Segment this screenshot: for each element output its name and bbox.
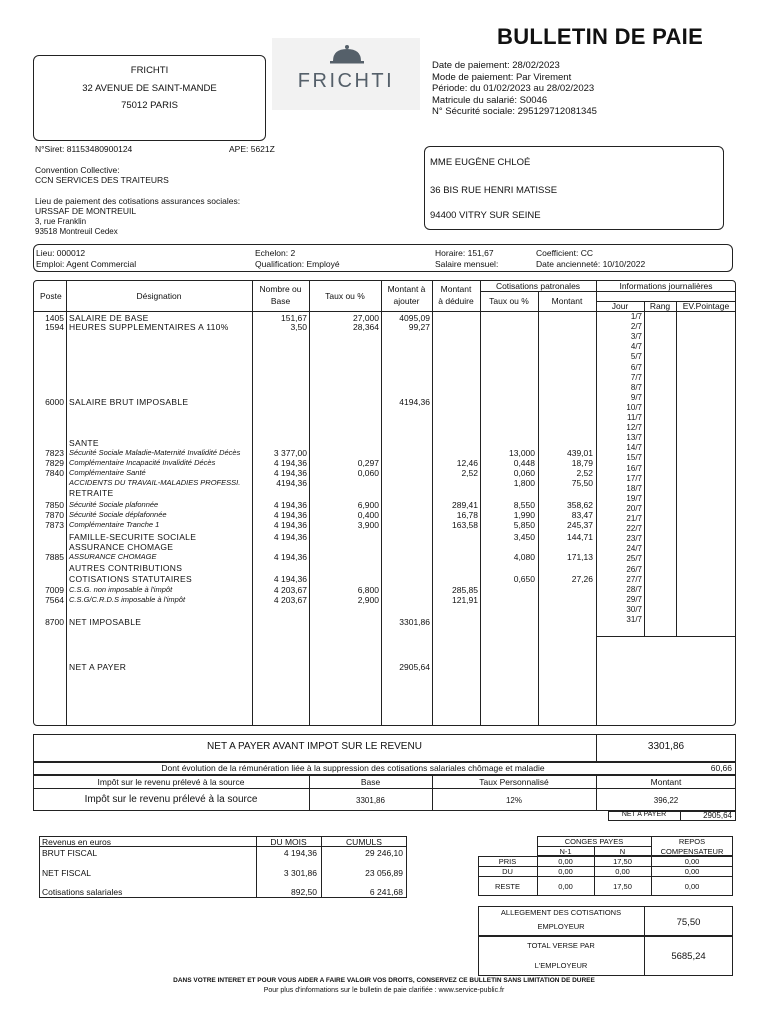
row-poste: 7564 <box>45 595 64 605</box>
header-cotisations-patronales: Cotisations patronales <box>495 281 581 291</box>
row-patronal-taux: 1,990 <box>513 510 535 520</box>
row-montant-deduire <box>432 322 478 332</box>
urssaf-name: URSSAF DE MONTREUIL <box>35 206 137 216</box>
row-montant-ajouter <box>381 510 430 520</box>
jour-cell: 19/7 <box>626 493 642 503</box>
row-montant-ajouter: 99,27 <box>408 322 430 332</box>
row-nombre-base: 4 194,36 <box>273 500 307 510</box>
net-fiscal-cumul: 23 056,89 <box>365 868 403 878</box>
header-cot-montant: Montant <box>551 296 583 306</box>
conges-reste-n: 17,50 <box>613 882 632 891</box>
row-patronal-montant <box>538 617 593 627</box>
row-patronal-montant <box>538 585 593 595</box>
net-fiscal-mois: 3 301,86 <box>283 868 317 878</box>
frichti-logo <box>272 38 420 110</box>
net-avant-impot-value: 3301,86 <box>647 741 685 752</box>
row-nombre-base <box>252 563 307 573</box>
row-taux: 6,900 <box>357 500 379 510</box>
conges-pris-n: 17,50 <box>613 857 632 866</box>
jour-cell: 13/7 <box>626 433 642 443</box>
row-taux <box>309 397 379 407</box>
jour-cell: 1/7 <box>630 312 642 321</box>
conges-pris-rc: 0,00 <box>684 857 700 866</box>
row-nombre-base: 4 194,36 <box>273 574 307 584</box>
jour-cell: 29/7 <box>626 594 642 604</box>
jour-cell: 5/7 <box>630 352 642 362</box>
row-patronal-montant: 27,26 <box>571 574 593 584</box>
row-montant-deduire <box>432 563 478 573</box>
header-cot-taux: Taux ou % <box>489 296 529 306</box>
jour-cell: 17/7 <box>626 473 642 483</box>
row-poste: 1594 <box>45 322 64 332</box>
cotisations-salariales-mois: 892,50 <box>291 887 317 897</box>
row-designation: ASSURANCE CHOMAGE <box>69 552 157 561</box>
row-montant-ajouter: 4095,09 <box>399 313 430 323</box>
row-poste: 7829 <box>45 458 64 468</box>
conges-du-rc: 0,00 <box>684 867 700 876</box>
row-taux <box>309 478 379 488</box>
row-montant-deduire <box>432 448 478 458</box>
employee-matricule: Matricule du salarié: S0046 <box>432 94 548 106</box>
impot-montant: 396,22 <box>653 796 679 805</box>
row-nombre-base: 4 194,36 <box>273 510 307 520</box>
row-montant-deduire <box>432 438 478 448</box>
row-taux: 0,400 <box>357 510 379 520</box>
row-montant-ajouter <box>381 448 430 458</box>
row-patronal-taux <box>480 595 535 605</box>
row-patronal-montant: 245,37 <box>567 520 593 530</box>
row-patronal-taux: 8,550 <box>513 500 535 510</box>
jour-cell: 7/7 <box>630 372 642 382</box>
row-taux: 27,000 <box>353 313 379 323</box>
row-patronal-montant <box>538 488 593 498</box>
row-designation: Sécurité Sociale Maladie-Maternité Invalidité Décès <box>69 448 241 457</box>
total-verse-value: 5685,24 <box>671 951 706 962</box>
urssaf-city: 93518 Montreuil Cedex <box>35 227 118 236</box>
row-patronal-montant: 75,50 <box>571 478 593 488</box>
row-montant-deduire <box>432 552 478 562</box>
urssaf-street: 3, rue Franklin <box>35 217 87 226</box>
revenus-header: Revenus en euros <box>42 837 111 847</box>
jour-cell: 28/7 <box>626 584 642 594</box>
row-patronal-taux <box>480 617 535 627</box>
header-rang: Rang <box>649 301 671 311</box>
row-taux <box>309 488 379 498</box>
row-nombre-base: 3,50 <box>290 322 307 332</box>
jour-cell: 22/7 <box>626 524 642 534</box>
row-poste: 7850 <box>45 500 64 510</box>
convention-label: Convention Collective: <box>35 165 120 175</box>
row-montant-deduire: 12,46 <box>456 458 478 468</box>
brut-fiscal-cumul: 29 246,10 <box>365 848 403 858</box>
header-montant-deduire: Montant <box>440 284 472 294</box>
conges-title: CONGES PAYES <box>564 837 624 846</box>
row-patronal-taux: 0,650 <box>513 574 535 584</box>
row-taux: 28,364 <box>353 322 379 332</box>
row-nombre-base <box>252 542 307 552</box>
row-patronal-montant <box>538 563 593 573</box>
row-montant-deduire: 163,58 <box>452 520 478 530</box>
lieu: Lieu: 000012 <box>36 248 86 258</box>
row-nombre-base: 4194,36 <box>276 478 307 488</box>
row-nombre-base: 4 194,36 <box>273 532 307 542</box>
revenus-header-mois: DU MOIS <box>270 837 307 847</box>
row-poste <box>34 574 64 584</box>
row-designation: SALAIRE DE BASE <box>69 313 149 323</box>
row-poste: 6000 <box>45 397 64 407</box>
row-designation: FAMILLE-SECURITE SOCIALE <box>69 532 197 542</box>
row-montant-deduire <box>432 478 478 488</box>
row-poste <box>34 478 64 488</box>
row-patronal-taux: 13,000 <box>509 448 535 458</box>
row-patronal-montant <box>538 322 593 332</box>
header-ajouter: ajouter <box>393 296 420 306</box>
row-patronal-taux <box>480 438 535 448</box>
conges-pris-n1: 0,00 <box>558 857 573 866</box>
row-nombre-base <box>252 397 307 407</box>
urssaf-label: Lieu de paiement des cotisations assurances sociales: <box>35 196 241 206</box>
row-montant-ajouter <box>381 563 430 573</box>
row-patronal-taux <box>480 322 535 332</box>
conges-n1: N-1 <box>559 847 572 856</box>
employer-box <box>33 55 266 141</box>
conges-reste-n1: 0,00 <box>558 882 573 891</box>
employee-address1: 36 BIS RUE HENRI MATISSE <box>430 185 558 196</box>
row-patronal-taux: 5,850 <box>513 520 535 530</box>
row-designation: ASSURANCE CHOMAGE <box>69 542 174 552</box>
row-patronal-taux <box>480 542 535 552</box>
row-patronal-montant: 18,79 <box>571 458 593 468</box>
row-patronal-taux: 3,450 <box>513 532 535 542</box>
cloche-icon <box>327 43 367 65</box>
row-patronal-montant: 171,13 <box>567 552 593 562</box>
row-montant-deduire <box>432 574 478 584</box>
jour-cell: 31/7 <box>626 615 642 624</box>
brut-fiscal-label: BRUT FISCAL <box>42 848 98 858</box>
net-a-payer-label: NET A PAYER <box>621 811 667 818</box>
total-verse-label1: TOTAL VERSE PAR <box>527 941 595 950</box>
row-poste: 7840 <box>45 468 64 478</box>
row-designation: SANTE <box>69 438 99 448</box>
evolution-label: Dont évolution de la rémunération liée à la suppression des cotisations salariales chômage et maladie <box>161 763 545 773</box>
row-designation: Complémentaire Incapacité Invalidité Décès <box>69 458 216 467</box>
row-montant-ajouter <box>381 500 430 510</box>
row-nombre-base <box>252 662 307 672</box>
jour-cell: 2/7 <box>630 322 642 332</box>
evolution-value: 60,66 <box>710 763 732 773</box>
row-taux <box>309 542 379 552</box>
row-designation: HEURES SUPPLEMENTAIRES A 110% <box>69 322 229 332</box>
conges-pris-label: PRIS <box>498 857 517 866</box>
employer-name: FRICHTI <box>130 65 169 76</box>
jour-cell: 26/7 <box>626 564 642 574</box>
conges-du-label: DU <box>502 867 513 876</box>
row-nombre-base <box>252 488 307 498</box>
row-nombre-base: 4 194,36 <box>273 552 307 562</box>
row-montant-deduire: 289,41 <box>452 500 478 510</box>
header-taux: Taux ou % <box>325 291 365 301</box>
employer-address2: 75012 PARIS <box>121 100 178 111</box>
qualification: Qualification: Employé <box>255 259 340 269</box>
jour-cell: 14/7 <box>626 443 642 453</box>
row-poste <box>34 532 64 542</box>
jour-cell: 10/7 <box>626 402 642 412</box>
header-poste: Poste <box>40 291 62 301</box>
payment-date: Date de paiement: 28/02/2023 <box>432 60 560 71</box>
footer-info: Pour plus d'informations sur le bulletin de paie clarifiée : www.service-public.fr <box>263 987 505 994</box>
row-poste: 7009 <box>45 585 64 595</box>
row-designation: Sécurité Sociale plafonnée <box>69 500 159 509</box>
row-nombre-base: 151,67 <box>281 313 307 323</box>
row-designation: SALAIRE BRUT IMPOSABLE <box>69 397 189 407</box>
row-poste: 1405 <box>45 313 64 323</box>
row-nombre-base <box>252 617 307 627</box>
total-verse-label2: L'EMPLOYEUR <box>534 961 588 970</box>
jour-cell: 30/7 <box>626 604 642 614</box>
logo-text: FRICHTI <box>297 70 395 92</box>
row-montant-ajouter <box>381 520 430 530</box>
row-designation: Complémentaire Santé <box>69 468 146 477</box>
row-designation: NET A PAYER <box>69 662 127 672</box>
row-designation: COTISATIONS STATUTAIRES <box>69 574 192 584</box>
row-designation: Complémentaire Tranche 1 <box>69 520 160 529</box>
allegement-label2: EMPLOYEUR <box>537 922 585 931</box>
revenus-header-cumuls: CUMULS <box>346 837 382 847</box>
row-montant-deduire <box>432 397 478 407</box>
row-patronal-taux: 1,800 <box>513 478 535 488</box>
row-patronal-montant <box>538 542 593 552</box>
row-taux <box>309 448 379 458</box>
brut-fiscal-mois: 4 194,36 <box>283 848 317 858</box>
footer-notice: DANS VOTRE INTERET ET POUR VOUS AIDER A FAIRE VALOIR VOS DROITS, CONSERVEZ CE BULLETIN SANS LIMITATION DE DUREE <box>173 977 595 984</box>
row-montant-deduire: 2,52 <box>461 468 478 478</box>
row-montant-deduire <box>432 662 478 672</box>
jour-cell: 11/7 <box>627 413 642 422</box>
row-patronal-montant: 439,01 <box>567 448 593 458</box>
employment-info <box>33 244 733 272</box>
row-poste <box>34 542 64 552</box>
jour-cell: 12/7 <box>626 423 642 433</box>
conges-du-n: 0,00 <box>615 867 630 876</box>
row-patronal-montant <box>538 438 593 448</box>
row-designation: C.S.G/C.R.D.S imposable à l'impôt <box>69 595 186 604</box>
row-taux <box>309 532 379 542</box>
row-patronal-taux: 0,448 <box>513 458 535 468</box>
row-patronal-montant <box>538 397 593 407</box>
row-taux: 0,297 <box>357 458 379 468</box>
row-poste <box>34 563 64 573</box>
ape-code: APE: 5621Z <box>229 144 275 154</box>
row-montant-deduire <box>432 488 478 498</box>
row-montant-ajouter <box>381 488 430 498</box>
row-designation: RETRAITE <box>69 488 114 498</box>
row-poste: 7823 <box>45 448 64 458</box>
row-montant-ajouter: 4194,36 <box>399 397 430 407</box>
row-nombre-base: 4 203,67 <box>273 585 307 595</box>
row-patronal-montant: 83,47 <box>571 510 593 520</box>
row-montant-ajouter <box>381 438 430 448</box>
allegement-value: 75,50 <box>676 917 701 928</box>
row-poste <box>34 662 64 672</box>
convention-value: CCN SERVICES DES TRAITEURS <box>35 175 169 185</box>
header-base: Base <box>270 296 291 306</box>
row-montant-ajouter <box>381 468 430 478</box>
impot-label: Impôt sur le revenu prélevé à la source <box>84 794 258 805</box>
conges-reste-label: RESTE <box>494 882 520 891</box>
conges-reste-rc: 0,00 <box>684 882 700 891</box>
row-taux: 3,900 <box>357 520 379 530</box>
jour-cell: 16/7 <box>626 463 642 473</box>
row-montant-ajouter <box>381 478 430 488</box>
date-anciennete: Date ancienneté: 10/10/2022 <box>536 259 646 269</box>
echelon: Echelon: 2 <box>255 248 296 258</box>
net-a-payer-value: 2905,64 <box>703 811 732 820</box>
jour-cell: 20/7 <box>626 503 642 513</box>
jour-cell: 18/7 <box>626 483 642 493</box>
jour-cell: 21/7 <box>626 514 642 523</box>
repos-label2: COMPENSATEUR <box>660 847 724 856</box>
emploi: Emploi: Agent Commercial <box>36 259 137 269</box>
row-poste: 8700 <box>45 617 64 627</box>
impot-header-montant: Montant <box>650 777 682 787</box>
jour-cell: 3/7 <box>630 332 642 342</box>
row-nombre-base: 4 194,36 <box>273 468 307 478</box>
header-ev-pointage: EV.Pointage <box>682 301 730 311</box>
header-designation: Désignation <box>136 291 182 301</box>
row-montant-ajouter <box>381 585 430 595</box>
jour-cell: 4/7 <box>630 342 642 352</box>
row-nombre-base: 3 377,00 <box>273 448 307 458</box>
row-patronal-taux <box>480 585 535 595</box>
row-designation: ACCIDENTS DU TRAVAIL-MALADIES PROFESSI. <box>69 478 241 487</box>
horaire: Horaire: 151,67 <box>435 248 494 258</box>
row-taux <box>309 617 379 627</box>
employee-address2: 94400 VITRY SUR SEINE <box>430 210 541 221</box>
row-designation: AUTRES CONTRIBUTIONS <box>69 563 183 573</box>
row-poste: 7870 <box>45 510 64 520</box>
impot-header-base: Base <box>360 777 381 787</box>
header-nombre: Nombre ou <box>259 284 302 294</box>
row-patronal-taux <box>480 662 535 672</box>
row-taux: 6,800 <box>357 585 379 595</box>
employee-box <box>424 146 724 230</box>
row-taux: 2,900 <box>357 595 379 605</box>
row-taux <box>309 563 379 573</box>
row-patronal-montant: 144,71 <box>567 532 593 542</box>
row-montant-ajouter <box>381 532 430 542</box>
row-nombre-base: 4 194,36 <box>273 458 307 468</box>
row-poste <box>34 488 64 498</box>
row-montant-ajouter <box>381 458 430 468</box>
payment-mode: Mode de paiement: Par Virement <box>432 71 572 83</box>
payment-period: Période: du 01/02/2023 au 28/02/2023 <box>432 83 595 94</box>
siret: N°Siret: 81153480900124 <box>35 144 133 154</box>
row-montant-ajouter <box>381 542 430 552</box>
row-montant-ajouter <box>381 595 430 605</box>
row-designation: Sécurité Sociale déplafonnée <box>69 510 167 519</box>
row-taux <box>309 552 379 562</box>
row-poste <box>34 438 64 448</box>
salaire-mensuel: Salaire mensuel: <box>435 259 499 269</box>
net-avant-impot-label: NET A PAYER AVANT IMPOT SUR LE REVENU <box>207 741 422 752</box>
conges-n: N <box>619 847 626 856</box>
header-deduire: à déduire <box>438 296 474 306</box>
net-fiscal-label: NET FISCAL <box>42 868 91 878</box>
row-patronal-montant: 358,62 <box>567 500 593 510</box>
row-patronal-taux: 4,080 <box>513 552 535 562</box>
repos-label1: REPOS <box>678 837 706 846</box>
jour-cell: 15/7 <box>626 453 642 463</box>
employer-address1: 32 AVENUE DE SAINT-MANDE <box>82 83 217 94</box>
row-montant-ajouter <box>381 552 430 562</box>
payment-info <box>432 60 597 118</box>
row-taux <box>309 662 379 672</box>
impot-taux: 12% <box>505 796 522 805</box>
header-info-journalieres: Informations journalières <box>619 281 713 291</box>
impot-header-taux: Taux Personnalisé <box>479 777 549 787</box>
row-montant-ajouter: 2905,64 <box>399 662 430 672</box>
row-montant-deduire <box>432 532 478 542</box>
row-designation: NET IMPOSABLE <box>69 617 142 627</box>
jour-cell: 27/7 <box>626 574 642 584</box>
header-jour: Jour <box>611 301 629 311</box>
row-patronal-taux <box>480 397 535 407</box>
row-nombre-base <box>252 438 307 448</box>
row-taux <box>309 438 379 448</box>
row-patronal-montant <box>538 662 593 672</box>
row-nombre-base: 4 194,36 <box>273 520 307 530</box>
row-patronal-montant <box>538 595 593 605</box>
row-montant-ajouter: 3301,86 <box>399 617 430 627</box>
row-patronal-taux <box>480 563 535 573</box>
cotisations-salariales-cumul: 6 241,68 <box>369 887 403 897</box>
jour-cell: 8/7 <box>630 382 642 392</box>
jour-cell: 6/7 <box>630 362 642 372</box>
allegement-label1: ALLEGEMENT DES COTISATIONS <box>500 908 622 917</box>
row-designation: C.S.G. non imposable à l'impôt <box>69 585 173 594</box>
header-montant-ajouter: Montant à <box>387 284 426 294</box>
row-taux: 0,060 <box>357 468 379 478</box>
row-poste: 7873 <box>45 520 64 530</box>
row-nombre-base: 4 203,67 <box>273 595 307 605</box>
row-montant-deduire: 121,91 <box>452 595 478 605</box>
employee-name: MME EUGÈNE CHLOÉ <box>430 157 531 168</box>
row-poste: 7885 <box>45 552 64 562</box>
jour-cell: 25/7 <box>626 554 642 564</box>
cotisations-salariales-label: Cotisations salariales <box>42 887 123 897</box>
jour-cell: 24/7 <box>626 544 642 554</box>
impot-base: 3301,86 <box>356 796 385 805</box>
impot-header-label: Impôt sur le revenu prélevé à la source <box>97 777 245 787</box>
social-security-number: N° Sécurité sociale: 295129712081345 <box>432 106 597 117</box>
row-montant-deduire: 16,78 <box>456 510 478 520</box>
jour-cell: 23/7 <box>626 534 642 544</box>
jour-cell: 9/7 <box>630 392 642 402</box>
coefficient: Coefficient: CC <box>536 248 594 258</box>
row-montant-deduire <box>432 617 478 627</box>
row-patronal-montant: 2,52 <box>576 468 593 478</box>
row-patronal-taux <box>480 488 535 498</box>
row-taux <box>309 574 379 584</box>
row-montant-deduire: 285,85 <box>452 585 478 595</box>
conges-du-n1: 0,00 <box>558 867 573 876</box>
row-patronal-taux: 0,060 <box>513 468 535 478</box>
page-title: BULLETIN DE PAIE <box>497 24 704 49</box>
row-montant-ajouter <box>381 574 430 584</box>
row-montant-deduire <box>432 542 478 552</box>
